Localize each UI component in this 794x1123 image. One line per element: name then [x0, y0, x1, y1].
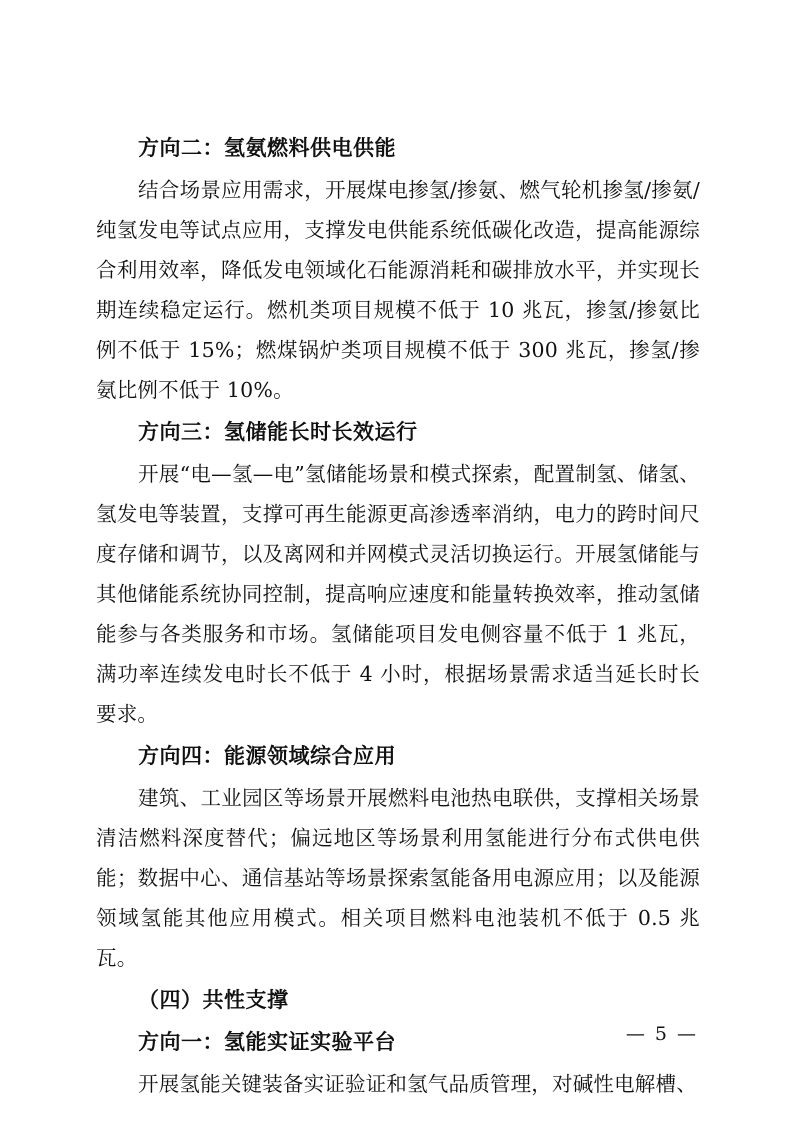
paragraph-direction-three: 开展“电—氢—电”氢储能场景和模式探索，配置制氢、储氢、氢发电等装置，支撑可再生能源更高渗透率消纳，电力的跨时间尺度存储和调节，以及离网和并网模式灵活切换运行。开展氢储能与其他储能系统协同控制，提高响应速度和能量转换效率，推动氢储能参与各类服务和市场。氢储能项目发电侧容量不低于 1 兆瓦，满功率连续发电时长不低于 4 小时，根据场景需求适当延长时长要求。: [96, 462, 700, 726]
section-heading-common-support: （四）共性支撑: [138, 987, 289, 1012]
page-content: [96, 128, 700, 1106]
section-heading-direction-one-platform: 方向一：氢能实证实验平台: [138, 1029, 396, 1054]
paragraph-direction-two: 结合场景应用需求，开展煤电掺氢/掺氨、燃气轮机掺氢/掺氨/纯氢发电等试点应用，支撑发电供能系统低碳化改造，提高能源综合利用效率，降低发电领域化石能源消耗和碳排放水平，并实现长期连续稳定运行。燃机类项目规模不低于 10 兆瓦，掺氢/掺氨比例不低于 15%；燃煤锅炉类项目规模不低于 300 兆瓦，掺氢/掺氨比例不低于 10%。: [96, 178, 700, 402]
paragraph-direction-one-platform: 开展氢能关键装备实证验证和氢气品质管理，对碱性电解槽、: [138, 1072, 697, 1096]
section-heading-direction-two: 方向二：氢氨燃料供电供能: [138, 135, 396, 160]
paragraph-direction-four: 建筑、工业园区等场景开展燃料电池热电联供，支撑相关场景清洁燃料深度替代；偏远地区等场景利用氢能进行分布式供电供能；数据中心、通信基站等场景探索氢能备用电源应用；以及能源领域氢能其他应用模式。相关项目燃料电池装机不低于 0.5 兆瓦。: [96, 786, 700, 970]
page-number: — 5 —: [625, 1023, 698, 1045]
section-heading-direction-three: 方向三：氢储能长时长效运行: [138, 419, 418, 444]
section-heading-direction-four: 方向四：能源领域综合应用: [138, 743, 396, 768]
